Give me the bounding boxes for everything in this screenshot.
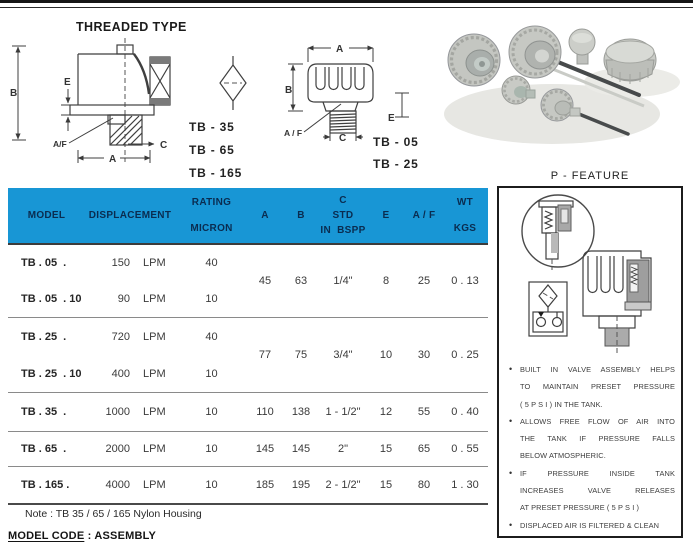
model-cell: TB . 35 . [21,406,67,418]
dim-b-value: 63 [294,275,308,287]
dim-af-label: A/F [53,139,67,149]
displacement-unit: LPM [143,479,166,491]
bullet-item: • IF PRESSURE INSIDE TANK INCREASES VALVE RELEASES AT PRESET PRESSURE ( 5 P S I ) [520,465,675,517]
dim-c-value: 1 - 1/2" [325,406,361,418]
dim-e-label: E [64,77,71,88]
table-row [8,443,248,455]
displacement-unit: LPM [143,406,166,418]
dim-a-value: 77 [258,349,272,361]
threaded-type-title: THREADED TYPE [76,20,187,34]
displacement-unit: LPM [143,330,166,343]
table-header-row [8,188,488,245]
displacement-value: 2000 [105,443,130,455]
threaded-type-diagram [8,32,188,182]
model-cell: TB . 165 . [21,479,70,491]
weight-value: 1 . 30 [451,479,479,491]
weight-value: 0 . 13 [451,275,479,287]
weight-value: 0 . 25 [451,349,479,361]
model-label: TB - 165 [189,166,243,180]
dim-a-value: 185 [255,479,275,491]
dim-a-value: 110 [256,406,274,418]
displacement-unit: LPM [143,257,166,269]
dim-c-value: 3/4" [333,349,353,361]
micron-rating: 40 [205,330,218,343]
model-code-label: MODEL CODE [8,530,85,542]
p-feature-diagram [499,188,681,358]
dim-b-label: B [10,88,18,99]
table-row [8,368,248,380]
model-label: TB - 25 [373,157,419,171]
model-label: TB - 65 [189,143,235,157]
model-code-colon: : [87,530,92,542]
model-label: TB - 35 [189,120,235,134]
model-cell: TB . 25 . 10 [21,367,82,380]
model-cell: TB . 65 . [21,443,67,455]
displacement-value: 400 [111,367,130,380]
displacement-value: 90 [117,293,130,305]
model-cell: TB . 05 . 10 [21,293,82,305]
dim-af-value: 65 [417,443,431,455]
threaded-model-list [189,116,242,185]
dim-c-label: C [339,133,347,144]
table-group-tb65 [8,432,488,467]
dim-e-value: 15 [379,479,393,491]
dim-e-value: 10 [379,349,393,361]
weight-value: 0 . 55 [451,443,479,455]
table-row [8,257,248,269]
knob-model-list [373,131,419,175]
breather-cap-large-left [448,34,500,86]
dim-af-label: A / F [284,128,303,138]
header-a: A [261,210,269,221]
header-e: E [382,210,390,221]
model-cell: TB . 25 . [21,330,67,343]
header-af: A / F [412,210,436,221]
dim-af-value: 80 [417,479,431,491]
p-feature-title: P - FEATURE [550,170,630,182]
header-rating-micron: RATING MICRON [190,197,233,234]
model-label: TB - 05 [373,135,419,149]
weight-value: 0 . 40 [451,406,479,418]
model-code-line [8,530,156,542]
dim-b-value: 138 [291,406,311,418]
micron-rating: 10 [205,367,218,380]
spec-table [8,188,488,505]
p-feature-bullet-list [520,361,675,534]
housing-note: Note : TB 35 / 65 / 165 Nylon Housing [25,508,202,520]
table-row [8,406,248,418]
micron-rating: 40 [205,257,218,269]
model-code-value: ASSEMBLY [94,530,157,542]
header-b: B [297,210,305,221]
dim-af-value: 25 [417,275,431,287]
table-group-tb165 [8,467,488,505]
top-rule-thick [0,0,693,3]
dim-e-value: 15 [379,443,393,455]
header-model: MODEL [27,210,66,221]
dim-c-value: 2 - 1/2" [325,479,361,491]
filter-symbol [215,56,251,110]
dim-b-value: 75 [294,349,308,361]
displacement-unit: LPM [143,443,166,455]
breather-cap-large-flat [604,39,656,84]
table-group-tb05 [8,245,488,318]
table-row [8,293,248,305]
header-c-std-bspp: C STD IN BSPP [320,195,366,236]
dim-b-value: 145 [291,443,311,455]
dim-af-value: 55 [417,406,431,418]
dim-a-value: 145 [255,443,275,455]
header-wt-kgs: WT KGS [453,197,477,234]
header-displacement: DISPLACEMENT [88,210,172,221]
bullet-item: • BUILT IN VALVE ASSEMBLY HELPS TO MAINTAIN PRESET PRESSURE ( 5 P S I ) IN THE TANK. [520,361,675,413]
breather-cap-small-top [569,29,595,64]
p-feature-panel [497,186,683,538]
dim-c-value: 1/4" [333,275,353,287]
table-row [8,479,248,491]
dim-c-label: C [160,140,168,151]
displacement-unit: LPM [143,293,166,305]
model-cell: TB . 05 . [21,257,67,269]
displacement-value: 150 [111,257,130,269]
micron-rating: 10 [205,443,218,455]
micron-rating: 10 [205,479,218,491]
micron-rating: 10 [205,406,218,418]
table-group-tb25 [8,318,488,393]
bullet-item: • DISPLACED AIR IS FILTERED & CLEAN [520,517,675,534]
dim-e-label: E [388,113,395,124]
knob-diagram [283,40,413,145]
dim-a-value: 45 [258,275,272,287]
dim-af-value: 30 [417,349,431,361]
displacement-value: 720 [111,330,130,343]
dim-e-value: 12 [379,406,393,418]
dim-e-value: 8 [382,275,390,287]
table-group-tb35 [8,393,488,432]
dim-c-value: 2" [337,443,349,455]
dim-b-value: 195 [291,479,311,491]
micron-rating: 10 [205,293,218,305]
dim-a-label: A [109,154,117,165]
displacement-unit: LPM [143,367,166,380]
displacement-value: 4000 [105,479,130,491]
bullet-item: • ALLOWS FREE FLOW OF AIR INTO THE TANK IF PRESSURE FALLS BELOW ATMOSPHERIC. [520,413,675,465]
product-photo [432,8,690,166]
table-row [8,331,248,343]
displacement-value: 1000 [105,406,130,418]
dim-b-label: B [285,85,293,96]
dim-a-label: A [336,44,344,55]
